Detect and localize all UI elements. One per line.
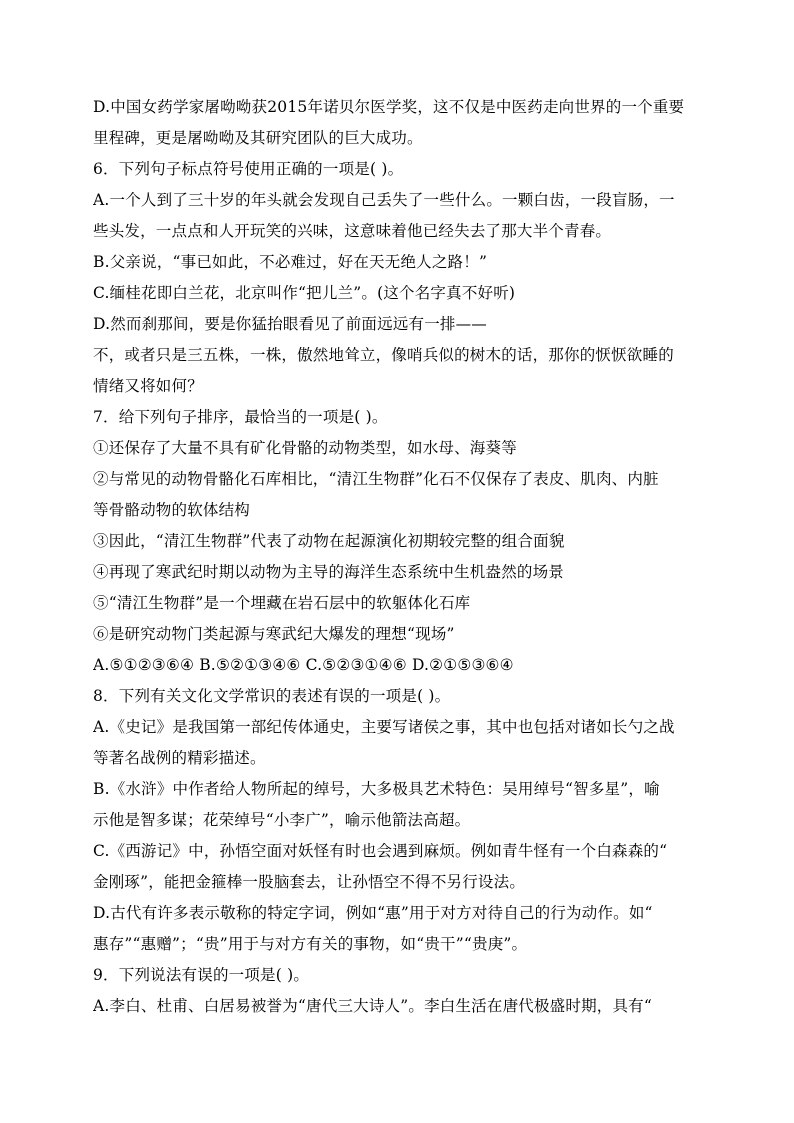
- document-body: [93, 92, 693, 1022]
- text-line: 些头发，一点点和人开玩笑的兴味，这意味着他已经失去了那大半个青春。: [93, 222, 612, 240]
- text-line: A.李白、杜甫、白居易被誉为“唐代三大诗人”。李白生活在唐代极盛时期，具有“: [93, 997, 652, 1015]
- text-line: D.然而刹那间，要是你猛抬眼看见了前面远远有一排——: [93, 315, 488, 333]
- question-8-stem: 8．下列有关文化文学常识的表述有误的一项是( )。: [93, 687, 451, 705]
- text-line: 等骨骼动物的软体结构: [93, 501, 251, 519]
- question-7-options: A.⑤①②③⑥④ B.⑤②①③④⑥ C.⑤②③①④⑥ D.②①⑤③⑥④: [93, 656, 514, 674]
- text-line: ④再现了寒武纪时期以动物为主导的海洋生态系统中生机盎然的场景: [93, 563, 565, 581]
- question-6-stem: 6．下列句子标点符号使用正确的一项是( )。: [93, 160, 404, 178]
- text-line: 示他是智多谋；花荣绰号“小李广”，喻示他箭法高超。: [93, 811, 471, 829]
- text-line: 等著名战例的精彩描述。: [93, 749, 266, 767]
- text-line: C.缅桂花即白兰花，北京叫作“把儿兰”。(这个名字真不好听): [93, 284, 516, 302]
- text-line: 不，或者只是三五株，一株，傲然地耸立，像哨兵似的树木的话，那你的恹恹欲睡的: [93, 346, 674, 364]
- question-7-stem: 7．给下列句子排序，最恰当的一项是( )。: [93, 408, 388, 426]
- text-line: B.父亲说，“事已如此，不必难过，好在天无绝人之路！”: [93, 253, 488, 271]
- text-line: ⑤“清江生物群”是一个埋藏在岩石层中的软躯体化石库: [93, 594, 471, 612]
- text-line: A.一个人到了三十岁的年头就会发现自己丢失了一些什么。一颗白齿，一段盲肠，一: [93, 191, 675, 209]
- text-line: C.《西游记》中，孙悟空面对妖怪有时也会遇到麻烦。例如青牛怪有一个白森森的“: [93, 842, 668, 860]
- text-line: B.《水浒》中作者给人物所起的绰号，大多极具艺术特色：吴用绰号“智多星”，喻: [93, 780, 660, 798]
- text-line: 情绪又将如何？: [93, 377, 203, 395]
- question-9-stem: 9．下列说法有误的一项是( )。: [93, 966, 310, 984]
- text-line: 金刚琢”，能把金箍棒一股脑套去，让孙悟空不得不另行设法。: [93, 873, 526, 891]
- text-line: ⑥是研究动物门类起源与寒武纪大爆发的理想“现场”: [93, 625, 455, 643]
- text-line: 惠存”“惠赠”；“贵”用于与对方有关的事物，如“贵干”“贵庚”。: [93, 935, 528, 953]
- text-line: D.古代有许多表示敬称的特定字词，例如“惠”用于对方对待自己的行为动作。如“: [93, 904, 653, 922]
- text-line: A.《史记》是我国第一部纪传体通史，主要写诸侯之事，其中也包括对诸如长勺之战: [93, 718, 675, 736]
- text-line: ②与常见的动物骨骼化石库相比，“清江生物群”化石不仅保存了表皮、肌肉、内脏: [93, 470, 659, 488]
- text-line: ③因此，“清江生物群”代表了动物在起源演化初期较完整的组合面貌: [93, 532, 565, 550]
- text-line: 里程碑，更是屠呦呦及其研究团队的巨大成功。: [93, 129, 423, 147]
- text-line: ①还保存了大量不具有矿化骨骼的动物类型，如水母、海葵等: [93, 439, 517, 457]
- text-line: D.中国女药学家屠呦呦获2015年诺贝尔医学奖，这不仅是中医药走向世界的一个重要: [93, 98, 685, 116]
